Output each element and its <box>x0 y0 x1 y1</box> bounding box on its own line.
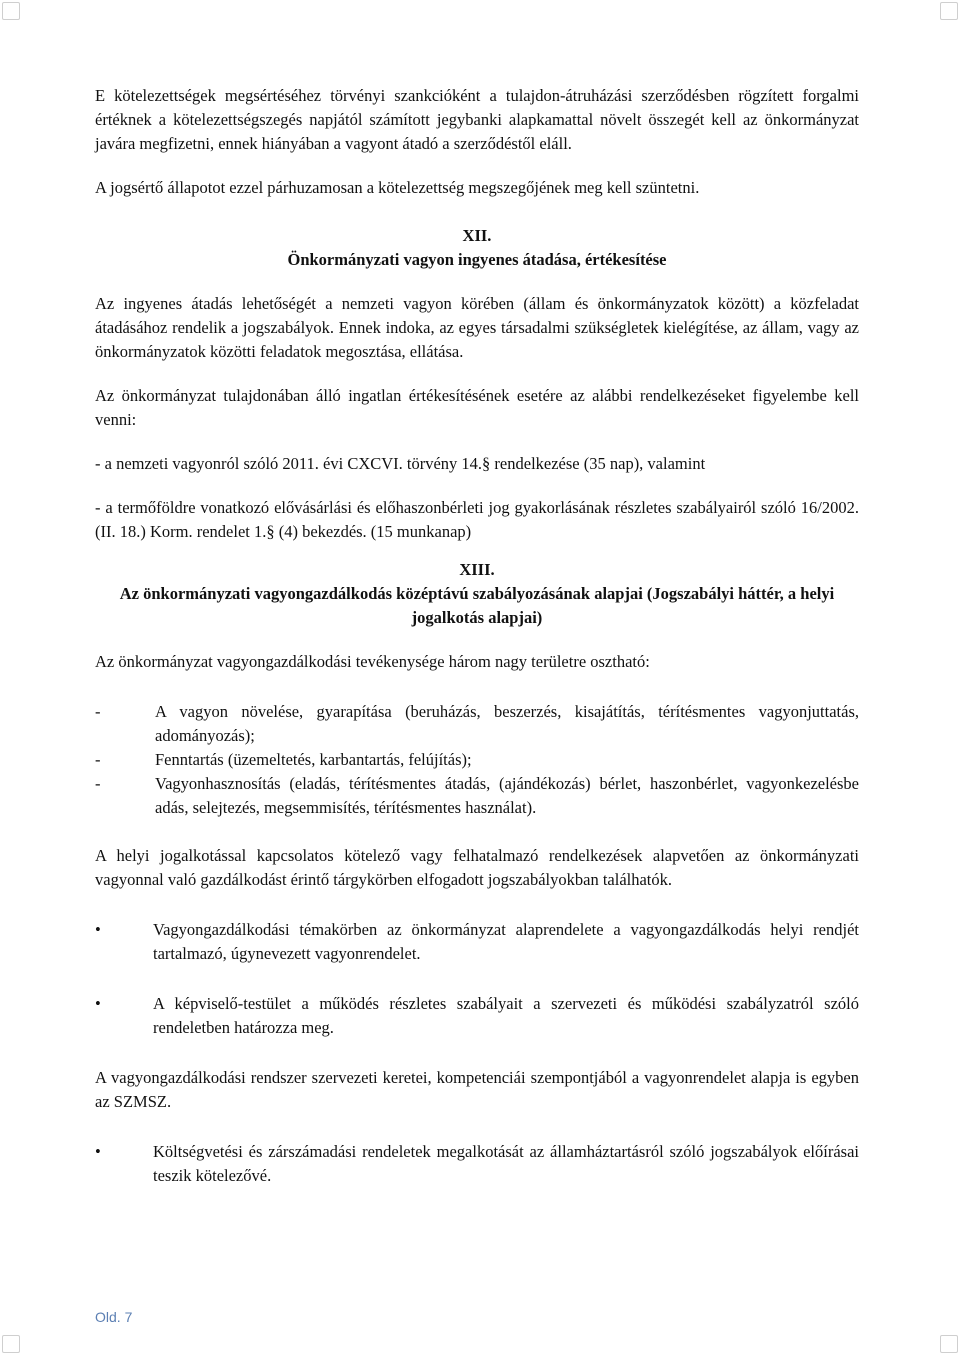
list-item-text: Fenntartás (üzemeltetés, karbantartás, felújítás); <box>155 750 472 769</box>
dash-marker: - <box>95 774 101 793</box>
document-body <box>95 84 859 1208</box>
section-title: Az önkormányzati vagyongazdálkodás középtávú szabályozásának alapjai (Jogszabályi háttér, a helyi jogalkotás alapjai) <box>119 584 835 627</box>
dash-marker: - <box>95 702 101 721</box>
paragraph: A vagyongazdálkodási rendszer szervezeti keretei, kompetenciái szempontjából a vagyonrendelet alapja is egyben az SZMSZ. <box>95 1068 859 1111</box>
list-item-text: Vagyonhasznosítás (eladás, térítésmentes átadás, (ajándékozás) bérlet, haszonbérlet, vagyonkezelésbe adás, selejtezés, megsemmisítés, térítésmentes használat). <box>155 774 859 817</box>
paragraph: A helyi jogalkotással kapcsolatos kötelező vagy felhatalmazó rendelkezések alapvetően az önkormányzati vagyonnal való gazdálkodást érintő tárgykörben elfogadott jogszabályokban találhatók. <box>95 846 859 889</box>
page-number: Old. 7 <box>95 1309 133 1325</box>
bullet-text: Vagyongazdálkodási témakörben az önkormányzat alaprendelete a vagyongazdálkodás helyi rendjét tartalmazó, úgynevezett vagyonrendelet. <box>153 920 859 963</box>
bullet-item <box>95 1140 859 1188</box>
bullet-text: Költségvetési és zárszámadási rendeletek megalkotását az államháztartásról szóló jogszabályok előírásai teszik kötelezővé. <box>153 1142 859 1185</box>
bullet-item <box>95 992 859 1040</box>
dash-list <box>95 700 859 820</box>
section-heading-xiii <box>95 558 859 630</box>
section-number: XIII. <box>459 560 495 579</box>
list-item <box>95 748 859 772</box>
paragraph: A jogsértő állapotot ezzel párhuzamosan a kötelezettség megszegőjének meg kell szüntetni. <box>95 178 700 197</box>
list-item <box>95 772 859 820</box>
page-corner-mark <box>940 1335 958 1353</box>
list-item <box>95 700 859 748</box>
paragraph: - a nemzeti vagyonról szóló 2011. évi CXCVI. törvény 14.§ rendelkezése (35 nap), valamint <box>95 454 706 473</box>
paragraph: - a termőföldre vonatkozó elővásárlási és előhaszonbérleti jog gyakorlásának részletes szabályairól szóló 16/2002. (II. 18.) Korm. rendelet 1.§ (4) bekezdés. (15 munkanap) <box>95 498 859 541</box>
bullet-text: A képviselő-testület a működés részletes szabályait a szervezeti és működési szabályzatról szóló rendeletben határozza meg. <box>153 994 859 1037</box>
page-corner-mark <box>2 1335 20 1353</box>
section-title: Önkormányzati vagyon ingyenes átadása, értékesítése <box>287 250 667 269</box>
dash-marker: - <box>95 750 101 769</box>
section-heading-xii <box>95 224 859 272</box>
bullet-item <box>95 918 859 966</box>
page-corner-mark <box>940 2 958 20</box>
page-corner-mark <box>2 2 20 20</box>
bullet-marker: • <box>95 920 101 939</box>
list-item-text: A vagyon növelése, gyarapítása (beruházás, beszerzés, kisajátítás, térítésmentes vagyonjuttatás, adományozás); <box>155 702 859 745</box>
bullet-marker: • <box>95 1142 101 1161</box>
bullet-marker: • <box>95 994 101 1013</box>
paragraph: Az önkormányzat vagyongazdálkodási tevékenysége három nagy területre osztható: <box>95 652 650 671</box>
paragraph: E kötelezettségek megsértéséhez törvényi szankcióként a tulajdon-átruházási szerződésben rögzített forgalmi értéknek a kötelezettségszegés napjától számított jegybanki alapkamattal növelt összegét kell az önkormányzat javára megfizetni, ennek hiányában a vagyont átadó a szerződéstől eláll. <box>95 86 859 153</box>
paragraph: Az ingyenes átadás lehetőségét a nemzeti vagyon körében (állam és önkormányzatok között) a közfeladat átadásához rendelik a jogszabályok. Ennek indoka, az egyes társadalmi szükségletek kielégítése, az állam, vagy az önkormányzatok közötti feladatok megosztása, ellátása. <box>95 294 859 361</box>
paragraph: Az önkormányzat tulajdonában álló ingatlan értékesítésének esetére az alábbi rendelkezéseket figyelembe kell venni: <box>95 386 859 429</box>
section-number: XII. <box>462 226 492 245</box>
